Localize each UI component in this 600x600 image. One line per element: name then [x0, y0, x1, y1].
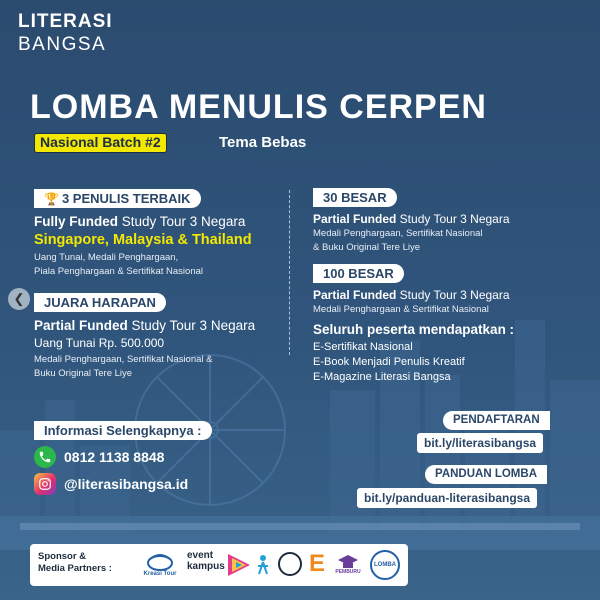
top-three-detail-1: Uang Tunai, Medali Penghargaan, [34, 252, 179, 263]
top-30-prize-text: Study Tour 3 Negara [396, 212, 510, 226]
phone-number[interactable]: 0812 1138 8848 [64, 449, 165, 465]
juara-harapan-prize-bold: Partial Funded [34, 318, 128, 333]
top-three-prize [34, 214, 245, 230]
top-three-heading-label: 3 PENULIS TERBAIK [61, 191, 191, 206]
sponsor-label-line2: Media Partners : [38, 563, 112, 575]
guide-link[interactable]: bit.ly/panduan-literasibangsa [357, 488, 537, 508]
event-kampus-line1: event [187, 550, 214, 561]
top-100-prize-bold: Partial Funded [313, 288, 397, 302]
event-kampus-logo [187, 550, 225, 572]
top-three-countries: Singapore, Malaysia & Thailand [34, 232, 252, 248]
instagram-icon [34, 473, 56, 495]
juara-harapan-detail-1: Medali Penghargaan, Sertifikat Nasional & [34, 354, 213, 365]
info-heading: Informasi Selengkapnya : [34, 421, 212, 440]
juara-harapan-detail-2: Buku Original Tere Liye [34, 368, 133, 379]
top-30-heading: 30 BESAR [313, 188, 397, 207]
top-100-detail-1: Medali Penghargaan & Sertifikat Nasional [313, 304, 489, 315]
figure-logo-icon [256, 554, 270, 576]
column-divider [289, 190, 290, 355]
top-30-prize-bold: Partial Funded [313, 212, 397, 226]
top-three-prize-text: Study Tour 3 Negara [118, 214, 246, 229]
pemburu-logo [333, 550, 363, 580]
registration-label: PENDAFTARAN [443, 411, 550, 430]
top-three-heading [34, 189, 201, 208]
whatsapp-icon [34, 446, 56, 468]
sponsor-label-line1: Sponsor & [38, 551, 87, 562]
juara-harapan-cash: Uang Tunai Rp. 500.000 [34, 336, 165, 350]
top-30-detail-2: & Buku Original Tere Liye [313, 242, 421, 253]
guide-label: PANDUAN LOMBA [425, 465, 547, 484]
globe-icon [147, 553, 173, 571]
kreasi-tour-text: Kreasi Tour [143, 571, 177, 577]
top-100-prize [313, 288, 510, 302]
chevron-left-icon: ❮ [13, 291, 25, 306]
brand-name-line2: BANGSA [18, 34, 107, 55]
batch-badge: Nasional Batch #2 [34, 133, 167, 153]
top-three-prize-bold: Fully Funded [34, 214, 118, 229]
instagram-handle[interactable]: @literasibangsa.id [64, 476, 189, 492]
letter-e-logo: E [309, 550, 326, 577]
event-kampus-line2: kampus [187, 561, 225, 572]
trophy-icon: 🏆 [44, 192, 59, 206]
sponsor-label [38, 551, 118, 576]
pemburu-text: PEMBURU [335, 569, 361, 575]
sponsor-bar [30, 544, 408, 586]
top-30-detail-1: Medali Penghargaan, Sertifikat Nasional [313, 228, 483, 239]
all-participants-item: E-Sertifikat Nasional [313, 341, 413, 353]
top-three-detail-2: Piala Penghargaan & Sertifikat Nasional [34, 266, 203, 277]
graduation-cap-icon [338, 555, 358, 569]
page-title: LOMBA MENULIS CERPEN [30, 88, 487, 126]
registration-link[interactable]: bit.ly/literasibangsa [417, 433, 543, 453]
top-100-prize-text: Study Tour 3 Negara [396, 288, 510, 302]
juara-harapan-heading: JUARA HARAPAN [34, 293, 166, 312]
event-kampus-mark-icon [228, 554, 250, 576]
previous-slide-button[interactable] [8, 288, 30, 310]
all-participants-item: E-Book Menjadi Penulis Kreatif [313, 356, 465, 368]
kreasi-tour-logo [140, 548, 180, 582]
all-participants-item: E-Magazine Literasi Bangsa [313, 371, 451, 383]
all-participants-heading: Seluruh peserta mendapatkan : [313, 322, 515, 337]
juara-harapan-prize [34, 318, 255, 334]
lomba-logo: LOMBA [370, 550, 400, 580]
juara-harapan-prize-text: Study Tour 3 Negara [127, 318, 256, 333]
theme-label: Tema Bebas [219, 134, 307, 151]
top-30-prize [313, 212, 510, 226]
circle-badge-logo [278, 552, 302, 576]
brand-name-line1: LITERASI [18, 11, 113, 32]
top-100-heading: 100 BESAR [313, 264, 404, 283]
